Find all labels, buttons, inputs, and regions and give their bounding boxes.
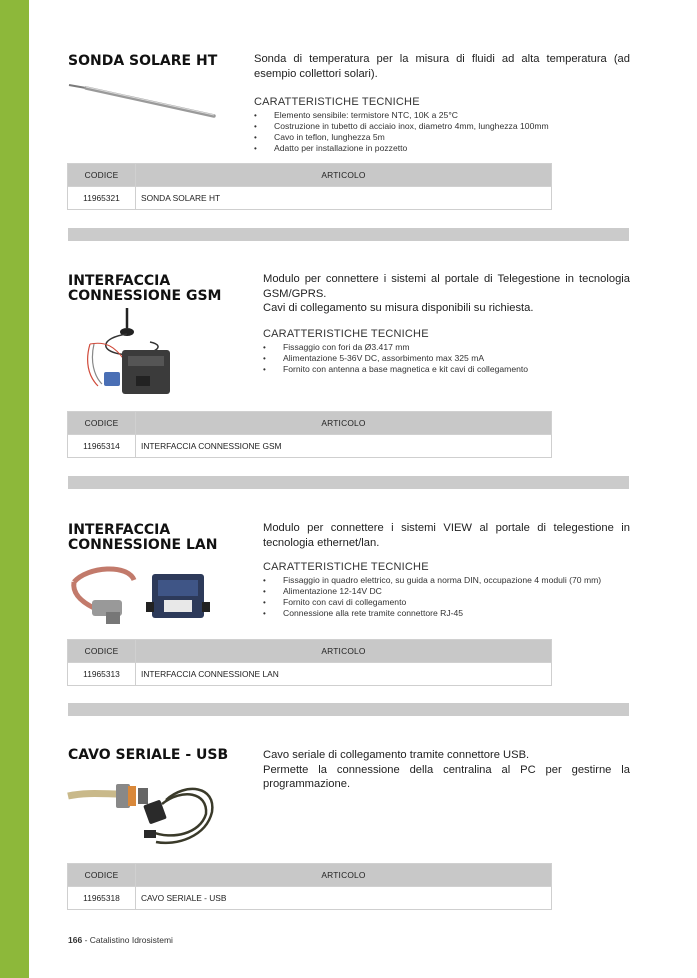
description-text: Modulo per connettere i sistemi VIEW al portale di telegestione in tecnologia ethernet/lan.	[263, 522, 630, 549]
cell-code: 11965313	[68, 663, 136, 686]
spec-item: • Alimentazione 5-36V DC, assorbimento max 325 mA	[263, 353, 630, 364]
spec-item: • Fissaggio in quadro elettrico, su guida a norma DIN, occupazione 4 moduli (70 mm)	[263, 575, 630, 586]
header-article: ARTICOLO	[136, 864, 552, 887]
section-separator	[68, 228, 629, 241]
product-title	[68, 748, 228, 763]
product-table	[67, 863, 552, 910]
cell-code: 11965321	[68, 187, 136, 210]
product-title-line: CAVO SERIALE - USB	[68, 747, 229, 763]
product-title-line: INTERFACCIA	[68, 273, 171, 289]
gsm-modem-image	[80, 306, 190, 396]
catalog-name: Catalistino Idrosistemi	[89, 935, 173, 945]
description-text: Permette la connessione della centralina al PC per gestirne la programmazione.	[263, 763, 630, 790]
cell-article: INTERFACCIA CONNESSIONE LAN	[136, 663, 552, 686]
header-code: CODICE	[68, 640, 136, 663]
product-title-line: INTERFACCIA	[68, 522, 171, 538]
spec-item: • Fornito con cavi di collegamento	[263, 597, 630, 608]
spec-list	[263, 575, 630, 619]
table-header-row	[68, 412, 552, 435]
product-description	[263, 272, 630, 375]
table-header-row	[68, 640, 552, 663]
product-description	[263, 521, 630, 619]
spec-item: • Adatto per installazione in pozzetto	[254, 143, 630, 154]
spec-list	[263, 342, 630, 375]
product-title	[68, 523, 217, 553]
footer-separator: -	[84, 935, 88, 945]
spec-title: CARATTERISTICHE TECNICHE	[263, 561, 429, 573]
product-description	[254, 52, 630, 154]
product-title-line: CONNESSIONE LAN	[68, 537, 218, 553]
product-table	[67, 639, 552, 686]
table-row[interactable]	[68, 887, 552, 910]
header-article: ARTICOLO	[136, 412, 552, 435]
spec-item: • Fornito con antenna a base magnetica e kit cavi di collegamento	[263, 364, 630, 375]
table-row[interactable]	[68, 663, 552, 686]
serial-usb-cable-image	[66, 772, 226, 852]
header-code: CODICE	[68, 864, 136, 887]
description-text: Cavo seriale di collegamento tramite connettore USB.	[263, 749, 530, 761]
page-number: 166	[68, 935, 83, 945]
cell-article: INTERFACCIA CONNESSIONE GSM	[136, 435, 552, 458]
header-article: ARTICOLO	[136, 640, 552, 663]
spec-item: • Connessione alla rete tramite connettore RJ-45	[263, 608, 630, 619]
product-table	[67, 411, 552, 458]
header-code: CODICE	[68, 412, 136, 435]
description-text: Sonda di temperatura per la misura di fluidi ad alta temperatura (ad esempio collettori solari).	[254, 53, 630, 80]
green-side-bar	[0, 0, 29, 978]
product-title-line: SONDA SOLARE HT	[68, 53, 218, 69]
product-title-line: CONNESSIONE GSM	[68, 288, 222, 304]
spec-item: • Fissaggio con fori da Ø3.417 mm	[263, 342, 630, 353]
spec-item: • Alimentazione 12-14V DC	[263, 586, 630, 597]
product-table	[67, 163, 552, 210]
section-separator	[68, 476, 629, 489]
table-row[interactable]	[68, 187, 552, 210]
spec-title: CARATTERISTICHE TECNICHE	[254, 96, 420, 108]
header-code: CODICE	[68, 164, 136, 187]
product-title	[68, 54, 217, 69]
table-row[interactable]	[68, 435, 552, 458]
table-header-row	[68, 164, 552, 187]
spec-item: • Costruzione in tubetto di acciaio inox, diametro 4mm, lunghezza 100mm	[254, 121, 630, 132]
temperature-probe-image	[66, 78, 218, 124]
header-article: ARTICOLO	[136, 164, 552, 187]
page-footer	[68, 935, 173, 945]
cell-code: 11965318	[68, 887, 136, 910]
cell-article: SONDA SOLARE HT	[136, 187, 552, 210]
description-text: Modulo per connettere i sistemi al portale di Telegestione in tecnologia GSM/GPRS.	[263, 273, 630, 300]
product-title	[68, 274, 221, 304]
spec-list	[254, 110, 630, 154]
lan-module-image	[68, 562, 220, 630]
spec-item: • Elemento sensibile: termistore NTC, 10K a 25°C	[254, 110, 630, 121]
product-description	[263, 748, 630, 792]
table-header-row	[68, 864, 552, 887]
section-separator	[68, 703, 629, 716]
cell-article: CAVO SERIALE - USB	[136, 887, 552, 910]
cell-code: 11965314	[68, 435, 136, 458]
spec-title: CARATTERISTICHE TECNICHE	[263, 327, 429, 340]
description-text: Cavi di collegamento su misura disponibili su richiesta.	[263, 302, 534, 314]
spec-item: • Cavo in teflon, lunghezza 5m	[254, 132, 630, 143]
